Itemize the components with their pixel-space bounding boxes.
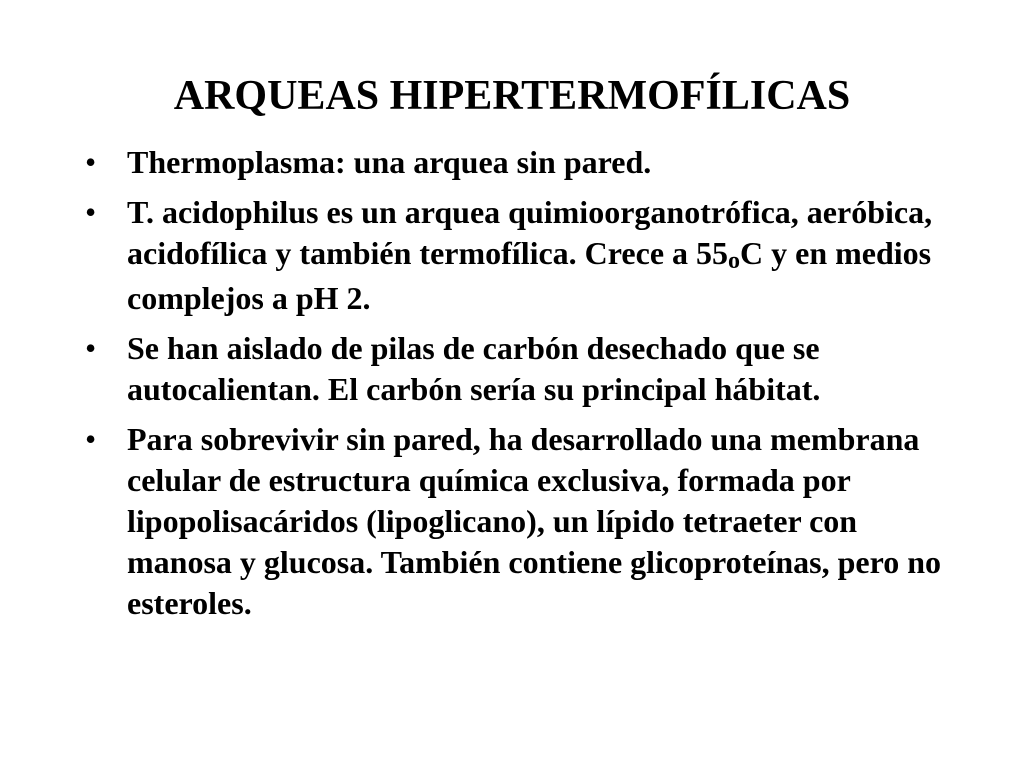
bullet-icon: • <box>85 330 97 366</box>
bullet-icon: • <box>85 144 97 180</box>
bullet-text-part-2: C y en medios complejos a pH 2. <box>127 235 932 316</box>
bullet-text-part-1: T. acidophilus es un arquea quimioorganotrófica, aeróbica, acidofílica y también termofílica. Crece a 55 <box>127 194 933 271</box>
bullet-list <box>85 142 965 633</box>
bullet-item-habitat <box>85 328 965 410</box>
bullet-item-thermoplasma <box>85 142 965 183</box>
bullet-text: Para sobrevivir sin pared, ha desarrollado una membrana celular de estructura química exclusiva, formada por lipopolisacáridos (lipoglicano), un lípido tetraeter con manosa y glucosa. También contiene glicoproteínas, pero no esteroles. <box>127 421 941 621</box>
slide-title: ARQUEAS HIPERTERMOFÍLICAS <box>173 73 851 119</box>
bullet-icon: • <box>85 194 97 230</box>
degree-mark: o <box>728 248 741 274</box>
bullet-icon: • <box>85 421 97 457</box>
bullet-text: Thermoplasma: una arquea sin pared. <box>127 144 652 180</box>
bullet-text: Se han aislado de pilas de carbón desechado que se autocalientan. El carbón sería su principal hábitat. <box>127 330 821 407</box>
bullet-item-membrane <box>85 419 965 624</box>
bullet-item-acidophilus <box>85 192 965 319</box>
